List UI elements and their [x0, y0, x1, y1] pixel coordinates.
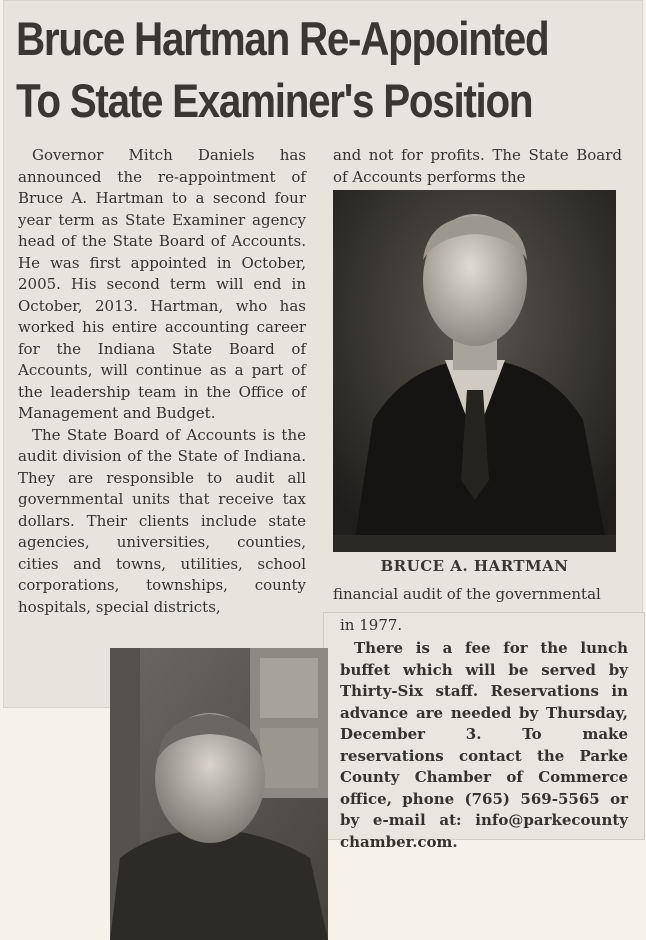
notice-body: [340, 638, 628, 853]
photo-caption: BRUCE A. HARTMAN: [380, 557, 569, 575]
right-column-top: [333, 145, 622, 188]
paragraph-2: The State Board of Accounts is the audit division of the State of Indiana. They are responsible to audit all governmental units that receive tax dollars. Their clients include state agencies, universities, counties, cities and towns, utilities, school corporations, townships, county hospitals, special districts,: [18, 425, 306, 616]
notice-first-line: in 1977.: [340, 616, 403, 634]
article-headline: [16, 8, 549, 132]
headline-line-1: Bruce Hartman Re-Appointed: [16, 12, 549, 65]
portrait-illustration: [333, 190, 616, 552]
paragraph-1: Governor Mitch Daniels has announced the re-appointment of Bruce A. Hartman to a second four year term as State Examiner agency head of the State Board of Accounts. He was first appointed in October, 2005. His second term will end in October, 2013. Hartman, who has worked his entire accounting career for the Indiana State Board of Accounts, will continue as a part of the leadership team in the Office of Management and Budget.: [18, 146, 306, 422]
headline-line-2: To State Examiner's Position: [16, 74, 533, 127]
portrait-photo-hartman: [333, 190, 616, 552]
left-column: [18, 145, 306, 618]
right-column-text: and not for profits. The State Board of Accounts performs the: [333, 146, 622, 186]
secondary-portrait-illustration: [110, 648, 328, 940]
notice-paragraph: There is a fee for the lunch buffet which will be served by Thirty-Six staff. Reservations in advance are needed by Thursday, December 3. To make reservations contact the Parke County Chamber of Commerce office, phone (765) 569-5565 or by e-mail at: info@parkecounty chamber.com.: [340, 639, 628, 851]
right-column-continued: financial audit of the governmental: [333, 585, 601, 603]
secondary-portrait-photo: [110, 648, 328, 940]
